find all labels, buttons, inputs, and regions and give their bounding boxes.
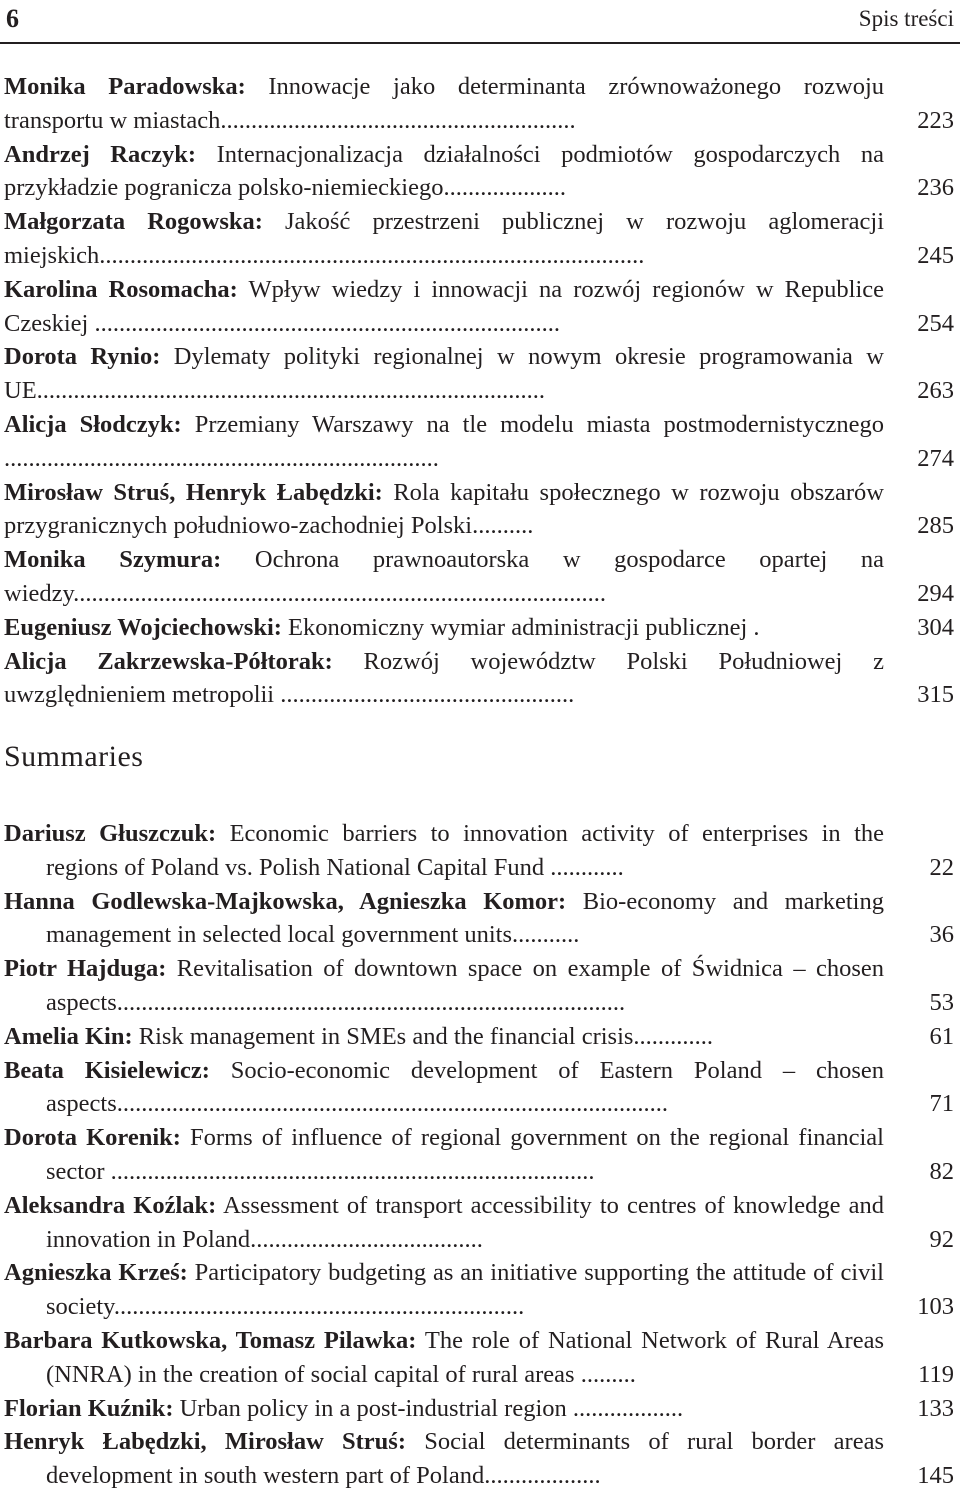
toc-entry-author: Dorota Korenik: <box>4 1124 181 1152</box>
toc-entry-text <box>4 205 884 273</box>
toc-entry-text <box>4 1392 884 1426</box>
toc-entry-leader: ....................................................................... <box>4 444 439 472</box>
toc-entry-page-number: 92 <box>929 1225 954 1253</box>
toc-entry-title: Social determinants of rural border areas development in south western part of Poland <box>46 1428 884 1490</box>
toc-entry <box>4 885 956 953</box>
toc-entry-leader: ......... <box>574 1360 636 1388</box>
toc-entry <box>4 1256 956 1324</box>
toc-entry-page-number: 236 <box>917 174 954 202</box>
toc-entry-author: Alicja Zakrzewska-Półtorak: <box>4 647 333 675</box>
toc-entry <box>4 1189 956 1257</box>
toc-entry-title: Przemiany Warszawy na tle modelu miasta postmodernistycznego <box>181 410 884 438</box>
toc-entry <box>4 273 956 341</box>
toc-entry-leader: ........... <box>512 921 580 949</box>
toc-entry-leader: .................... <box>443 174 566 202</box>
toc-entry-author: Amelia Kin: <box>4 1022 133 1050</box>
toc-entry-page-number: 304 <box>917 613 954 641</box>
toc-entry-author: Andrzej Raczyk: <box>4 140 197 168</box>
toc-entry-leader: ....................................................................................... <box>73 579 607 607</box>
toc-entry-leader: ................................................................... <box>113 1293 525 1321</box>
toc-entry-leader: ................... <box>484 1462 601 1490</box>
toc-entry-text <box>4 138 884 206</box>
toc-entry-title: Revitalisation of downtown space on example of Świdnica – chosen aspects <box>46 955 884 1016</box>
toc-entry <box>4 340 956 408</box>
toc-entry-text <box>4 273 884 341</box>
toc-entry-title: Urban policy in a post-industrial region <box>173 1394 567 1422</box>
toc-entry-page-number: 53 <box>929 988 954 1016</box>
toc-entry-text <box>4 1020 884 1054</box>
toc-entry-title: Economic barriers to innovation activity of enterprises in the regions of Poland vs. Polish National Capital Fund <box>46 820 885 881</box>
toc-entry-author: Monika Szymura: <box>4 546 222 574</box>
toc-entry <box>4 138 956 206</box>
toc-entry <box>4 1121 956 1189</box>
toc-entry <box>4 476 956 544</box>
toc-entry-leader: ...................................... <box>250 1225 483 1253</box>
toc-entry <box>4 543 956 611</box>
english-toc-list <box>4 817 956 1493</box>
toc-entry-title: Forms of influence of regional government on the regional financial sector <box>46 1124 884 1185</box>
polish-toc-list <box>4 70 956 712</box>
toc-entry-text <box>4 476 884 544</box>
toc-entry-title: Ekonomiczny wymiar administracji publicznej <box>281 613 748 641</box>
toc-entry-author: Henryk Łabędzki, Mirosław Struś: <box>4 1428 406 1456</box>
page-number: 6 <box>6 4 19 33</box>
toc-entry-page-number: 285 <box>917 512 954 540</box>
toc-entry-text <box>4 408 884 476</box>
toc-entry-author: Aleksandra Koźlak: <box>4 1191 217 1219</box>
toc-entry-leader: ......................................................................................... <box>99 241 645 269</box>
toc-entry-author: Alicja Słodczyk: <box>4 410 182 438</box>
toc-entry-page-number: 263 <box>917 377 954 405</box>
toc-entry-title: Wpływ wiedzy i innowacji na rozwój regionów w Republice Czeskiej <box>4 275 884 337</box>
toc-entry-page-number: 145 <box>917 1462 954 1490</box>
toc-entry-leader: ................................................................................... <box>116 988 626 1016</box>
toc-entry-leader: ................................................................................... <box>36 377 546 405</box>
toc-entry-author: Florian Kuźnik: <box>4 1394 174 1422</box>
toc-entry <box>4 70 956 138</box>
toc-entry-author: Barbara Kutkowska, Tomasz Pilawka: <box>4 1326 417 1354</box>
toc-entry-title: Internacjonalizacja działalności podmiotów gospodarczych na przykładzie pogranicza polsko-niemieckiego <box>4 140 884 202</box>
toc-entry-title: Risk management in SMEs and the financial crisis <box>132 1022 634 1050</box>
toc-entry-text <box>4 952 884 1020</box>
toc-entry-text <box>4 1121 884 1189</box>
toc-entry <box>4 1392 956 1426</box>
toc-entry-author: Beata Kisielewicz: <box>4 1056 210 1084</box>
toc-entry-author: Monika Paradowska: <box>4 73 246 100</box>
toc-entry <box>4 1054 956 1122</box>
toc-entry-author: Dorota Rynio: <box>4 343 161 371</box>
toc-entry-page-number: 71 <box>929 1090 954 1118</box>
toc-entry-page-number: 119 <box>918 1360 954 1388</box>
toc-entry-author: Mirosław Struś, Henryk Łabędzki: <box>4 478 383 506</box>
toc-entry-author: Agnieszka Krześ: <box>4 1259 188 1287</box>
toc-entry-leader: ............................................................................ <box>88 309 560 337</box>
toc-entry-text <box>4 543 884 611</box>
toc-entry-text <box>4 645 884 713</box>
toc-entry <box>4 645 956 713</box>
toc-entry-leader: .......... <box>472 512 534 540</box>
toc-entry-leader: .......................................................... <box>220 106 576 134</box>
toc-entry-leader: ............ <box>544 853 624 881</box>
toc-entry-page-number: 294 <box>917 579 954 607</box>
header-rule <box>0 42 960 44</box>
toc-entry-page-number: 223 <box>917 106 954 134</box>
toc-entry-leader: ............................................................................... <box>104 1157 595 1185</box>
toc-entry-page-number: 274 <box>917 444 954 472</box>
toc-entry-title: Bio-economy and marketing management in selected local government units <box>46 887 884 949</box>
toc-entry-author: Eugeniusz Wojciechowski: <box>4 613 282 641</box>
toc-entry <box>4 1324 956 1392</box>
toc-entry-leader: .......................................................................................... <box>116 1090 668 1118</box>
toc-entry-title: Jakość przestrzeni publicznej w rozwoju aglomeracji miejskich <box>4 208 884 269</box>
toc-entry-author: Karolina Rosomacha: <box>4 275 238 303</box>
toc-entry-title: Rozwój województw Polski Południowej z uwzględnieniem metropolii <box>4 647 884 709</box>
toc-entry-leader: . <box>747 613 760 641</box>
toc-entry-page-number: 133 <box>917 1394 954 1422</box>
toc-entry-page-number: 245 <box>917 241 954 269</box>
toc-entry-page-number: 61 <box>929 1022 954 1050</box>
toc-entry-author: Małgorzata Rogowska: <box>4 208 263 236</box>
toc-entry-text <box>4 1054 884 1122</box>
toc-entry-author: Hanna Godlewska-Majkowska, Agnieszka Komor: <box>4 887 567 915</box>
toc-entry-text <box>4 70 884 138</box>
toc-entry-page-number: 315 <box>917 681 954 709</box>
toc-entry-text <box>4 611 884 645</box>
toc-entry <box>4 1020 956 1054</box>
toc-entry-title: Dylematy polityki regionalnej w nowym okresie programowania w UE <box>4 343 884 405</box>
toc-entry-title: Participatory budgeting as an initiative supporting the attitude of civil society <box>46 1259 884 1321</box>
toc-entry <box>4 817 956 885</box>
toc-entry-text <box>4 885 884 953</box>
toc-entry-author: Piotr Hajduga: <box>4 955 167 983</box>
toc-entry-text <box>4 340 884 408</box>
toc-entry <box>4 952 956 1020</box>
toc-entry-page-number: 22 <box>929 853 954 881</box>
toc-entry <box>4 1425 956 1493</box>
toc-entry-page-number: 36 <box>929 921 954 949</box>
toc-entry-text <box>4 1425 884 1493</box>
toc-entry <box>4 205 956 273</box>
toc-entry-text <box>4 817 884 885</box>
toc-entry-page-number: 254 <box>917 309 954 337</box>
toc-entry-page-number: 103 <box>917 1293 954 1321</box>
toc-entry-author: Dariusz Głuszczuk: <box>4 820 217 847</box>
toc-entry <box>4 408 956 476</box>
toc-entry <box>4 611 956 645</box>
toc-entry-title: The role of National Network of Rural Areas (NNRA) in the creation of social capital of rural areas <box>46 1326 885 1388</box>
toc-entry-page-number: 82 <box>929 1157 954 1185</box>
toc-entry-title: Rola kapitału społecznego w rozwoju obszarów przygranicznych południowo-zachodniej Polski <box>4 478 884 540</box>
toc-entry-title: Ochrona prawnoautorska w gospodarce opartej na wiedzy <box>4 546 884 607</box>
toc-entry-text <box>4 1324 884 1392</box>
toc-entry-title: Socio-economic development of Eastern Poland – chosen aspects <box>46 1056 884 1118</box>
toc-entry-leader: ............. <box>633 1022 714 1050</box>
running-head: Spis treści <box>858 6 954 31</box>
toc-entry-leader: ................................................ <box>274 681 575 709</box>
toc-entry-text <box>4 1256 884 1324</box>
toc-entry-title: Innowacje jako determinanta zrównoważonego rozwoju transportu w miastach <box>4 73 884 134</box>
summaries-heading: Summaries <box>4 740 144 773</box>
toc-entry-leader: .................. <box>566 1394 684 1422</box>
toc-entry-text <box>4 1189 884 1257</box>
page-header <box>0 0 960 40</box>
toc-entry-title: Assessment of transport accessibility to centres of knowledge and innovation in Poland <box>46 1191 885 1253</box>
